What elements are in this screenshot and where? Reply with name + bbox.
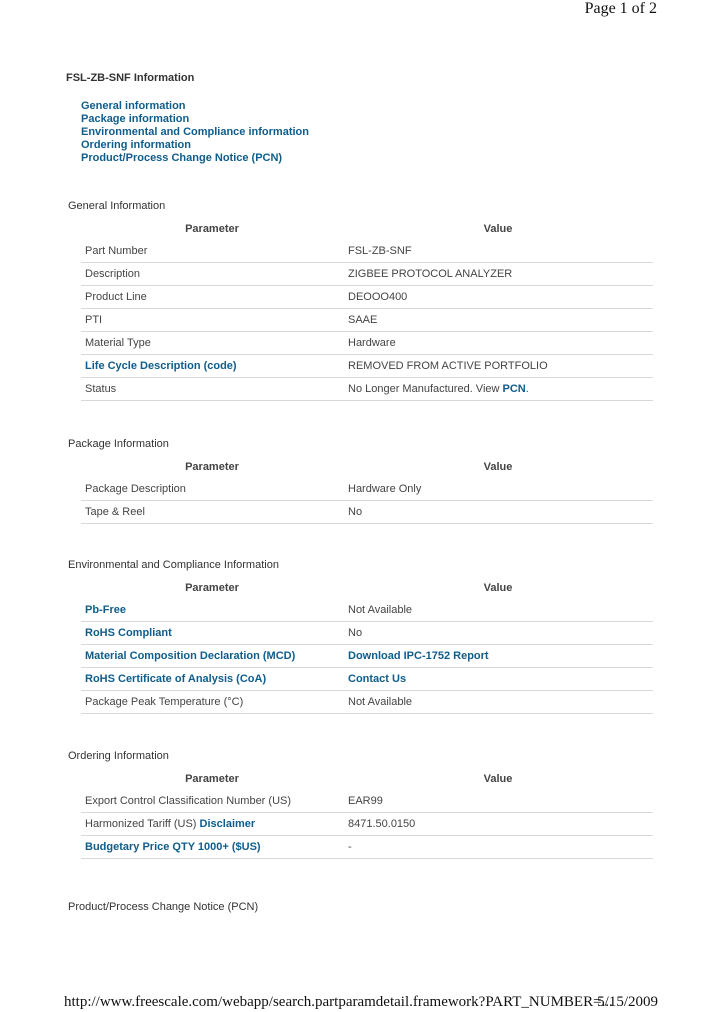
param-cell: Export Control Classification Number (US) bbox=[81, 790, 343, 813]
download-ipc-report-link[interactable]: Download IPC-1752 Report bbox=[348, 650, 489, 662]
toc-link-pcn[interactable]: Product/Process Change Notice (PCN) bbox=[81, 152, 283, 164]
table-row bbox=[81, 286, 653, 309]
table-row bbox=[81, 790, 653, 813]
value-cell: ZIGBEE PROTOCOL ANALYZER bbox=[343, 263, 653, 286]
status-text: No Longer Manufactured. View bbox=[348, 383, 503, 395]
value-header: Value bbox=[483, 460, 513, 473]
table-header-row bbox=[81, 767, 653, 790]
value-cell: Not Available bbox=[343, 599, 653, 622]
param-cell: Package Description bbox=[81, 478, 343, 501]
page-title: FSL-ZB-SNF Information bbox=[66, 72, 195, 84]
param-cell: Description bbox=[81, 263, 343, 286]
table-row bbox=[81, 599, 653, 622]
param-cell: PTI bbox=[81, 309, 343, 332]
table-row bbox=[81, 836, 653, 859]
table-row bbox=[81, 668, 653, 691]
value-cell: Hardware bbox=[343, 332, 653, 355]
status-period: . bbox=[525, 383, 529, 395]
pb-free-link[interactable]: Pb-Free bbox=[85, 604, 126, 616]
value-cell: Not Available bbox=[343, 691, 653, 714]
param-cell: Material Type bbox=[81, 332, 343, 355]
value-header: Value bbox=[483, 222, 513, 235]
toc-link-general[interactable]: General information bbox=[81, 100, 186, 112]
budgetary-price-link[interactable]: Budgetary Price QTY 1000+ ($US) bbox=[85, 841, 261, 853]
param-cell: Part Number bbox=[81, 240, 343, 263]
tariff-param-cell bbox=[81, 813, 343, 836]
section-title-pcn: Product/Process Change Notice (PCN) bbox=[68, 901, 259, 913]
table-row bbox=[81, 645, 653, 668]
footer-url: http://www.freescale.com/webapp/search.partparamdetail.framework?PART_NUMBER=... bbox=[64, 994, 613, 1010]
value-cell: No bbox=[343, 501, 653, 524]
table-header-row bbox=[81, 576, 653, 599]
parameter-header: Parameter bbox=[185, 581, 239, 594]
param-cell: Product Line bbox=[81, 286, 343, 309]
table-row bbox=[81, 691, 653, 714]
table-row bbox=[81, 309, 653, 332]
life-cycle-link[interactable]: Life Cycle Description (code) bbox=[85, 360, 237, 372]
table-row bbox=[81, 378, 653, 401]
page-number-label: Page 1 of 2 bbox=[584, 0, 657, 17]
coa-link[interactable]: RoHS Certificate of Analysis (CoA) bbox=[85, 673, 267, 685]
value-cell: FSL-ZB-SNF bbox=[343, 240, 653, 263]
status-value-cell bbox=[343, 378, 653, 401]
footer-date: 5/15/2009 bbox=[597, 994, 658, 1010]
table-row bbox=[81, 478, 653, 501]
table-header-row bbox=[81, 455, 653, 478]
value-cell: DEOOO400 bbox=[343, 286, 653, 309]
general-info-table bbox=[81, 217, 653, 401]
table-of-contents bbox=[81, 100, 309, 165]
table-row bbox=[81, 622, 653, 645]
parameter-header: Parameter bbox=[185, 460, 239, 473]
parameter-header: Parameter bbox=[185, 222, 239, 235]
disclaimer-link[interactable]: Disclaimer bbox=[199, 818, 256, 830]
value-cell: Hardware Only bbox=[343, 478, 653, 501]
toc-link-package[interactable]: Package information bbox=[81, 113, 190, 125]
tariff-label: Harmonized Tariff (US) bbox=[85, 818, 200, 830]
section-title-environmental: Environmental and Compliance Information bbox=[68, 559, 279, 571]
value-cell: SAAE bbox=[343, 309, 653, 332]
contact-us-link[interactable]: Contact Us bbox=[348, 673, 407, 685]
rohs-compliant-link[interactable]: RoHS Compliant bbox=[85, 627, 172, 639]
param-cell: Package Peak Temperature (°C) bbox=[81, 691, 343, 714]
value-cell: REMOVED FROM ACTIVE PORTFOLIO bbox=[343, 355, 653, 378]
table-row bbox=[81, 263, 653, 286]
section-title-general: General Information bbox=[68, 200, 166, 212]
environmental-info-table bbox=[81, 576, 653, 714]
param-cell: Status bbox=[81, 378, 343, 401]
table-row bbox=[81, 813, 653, 836]
ordering-info-table bbox=[81, 767, 653, 859]
pcn-link[interactable]: PCN bbox=[502, 383, 526, 395]
value-cell: No bbox=[343, 622, 653, 645]
table-row bbox=[81, 240, 653, 263]
value-cell: 8471.50.0150 bbox=[343, 813, 653, 836]
toc-link-ordering[interactable]: Ordering information bbox=[81, 139, 191, 151]
section-title-ordering: Ordering Information bbox=[68, 750, 169, 762]
value-header: Value bbox=[483, 581, 513, 594]
table-row bbox=[81, 501, 653, 524]
mcd-link[interactable]: Material Composition Declaration (MCD) bbox=[85, 650, 296, 662]
param-cell: Tape & Reel bbox=[81, 501, 343, 524]
value-cell: EAR99 bbox=[343, 790, 653, 813]
table-row bbox=[81, 332, 653, 355]
parameter-header: Parameter bbox=[185, 772, 239, 785]
package-info-table bbox=[81, 455, 653, 524]
table-row bbox=[81, 355, 653, 378]
value-cell: - bbox=[343, 836, 653, 859]
table-header-row bbox=[81, 217, 653, 240]
section-title-package: Package Information bbox=[68, 438, 169, 450]
value-header: Value bbox=[483, 772, 513, 785]
toc-link-environmental[interactable]: Environmental and Compliance information bbox=[81, 126, 309, 138]
